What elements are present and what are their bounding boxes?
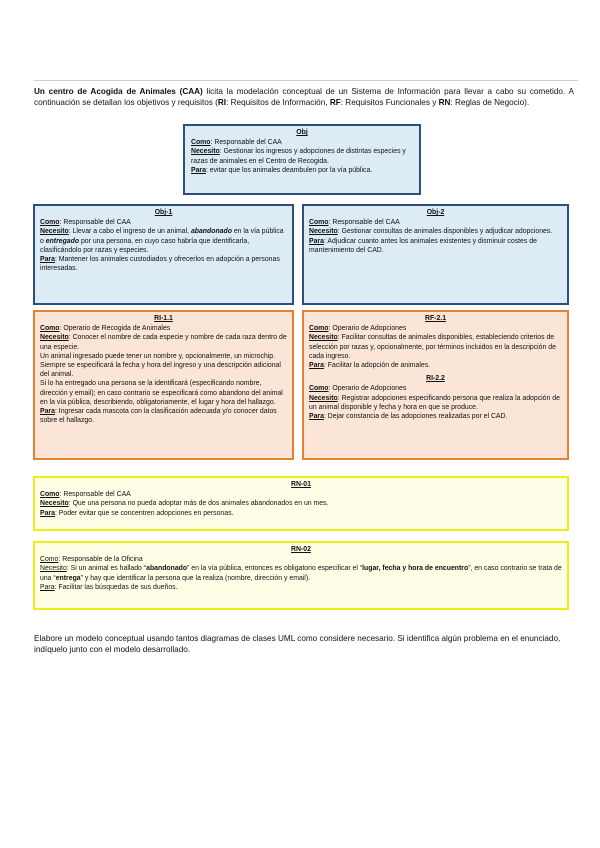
rl22-title: RI-2.2 [426,375,445,383]
obj2-box: Obj-2 Como: Responsable del CAA Necesito: Gestionar consultas de animales disponibles y adjudicar adopciones. Para: Adjudicar cuanto antes los animales existentes y disminuir costes de mantenimiento del CAD. [302,204,569,305]
rn02-title: RN-02 [291,546,311,553]
rf21-title: RF-2.1 [424,315,447,322]
obj-title: Obj [296,129,308,136]
ri11-box: RI-1.1 Como: Operario de Recogida de Animales Necesito: Conocer el nombre de cada especie y nombre de cada raza dentro de una especie. Un animal ingresado puede tener un nombre y, opcionalmente, un microchip. Siempre se especificará la fecha y hora del ingreso y una descripción adicional del animal. Si lo ha entregado una persona se la identificará (especificando nombre, dirección y email); en caso contrario se especificará como abandono del animal en la vía pública, describiendo, obligatoriamente, el lugar y hora del hallazgo. Para: Ingresar cada mascota con la clasificación adecuada y/o conocer datos sobre el hallazgo. [33,310,294,460]
ri11-title: RI-1.1 [154,315,173,322]
rn01-title: RN-01 [291,481,311,488]
rn02-box: RN-02 Como: Responsable de la Oficina Necesito: Si un animal es hallado “abandonado” en la vía pública, entonces es obligatorio especificar el “lugar, fecha y hora de encuentro”, en caso contrario se trata de una “entrega” y hay que identificar la persona que la realiza (nombre, dirección y email). Para: Facilitar las búsquedas de sus dueños. [33,541,569,610]
intro-lead: Un centro de Acogida de Animales (CAA) [34,87,203,96]
outro-paragraph: Elabore un modelo conceptual usando tantos diagramas de clases UML como considere necesario. Si identifica algún problema en el enunciado, indíquelo junto con el modelo desarrollado. [34,634,561,654]
intro-paragraph: Un centro de Acogida de Animales (CAA) licita la modelación conceptual de un Sistema de Información para llevar a cabo su cometido. A continuación se detallan los objetivos y requisitos (RI: Requisitos de Información, RF: Requisitos Funcionales y RN: Reglas de Negocio). [34,87,574,107]
obj1-title: Obj-1 [154,209,173,216]
obj2-title: Obj-2 [426,209,445,216]
rf21-rl22-box: RF-2.1 Como: Operario de Adopciones Necesito: Facilitar consultas de animales disponibles, estableciendo criterios de selección por razas y, opcionalmente, por términos incluidos en la descripción de cada ingreso. Para: Facilitar la adopción de animales. RI-2.2 Como: Operario de Adopciones Necesito: Registrar adopciones especificando persona que realiza la adopción de un animal disponible y fecha y hora en que se produce. Para: Dejar constancia de las adopciones realizadas por el CAD. [302,310,569,460]
rn01-box: RN-01 Como: Responsable del CAA Necesito: Que una persona no pueda adoptar más de dos animales abandonados en un mes. Para: Poder evitar que se concentren adopciones en personas. [33,476,569,531]
obj-box: Obj Como: Responsable del CAA Necesito: Gestionar los ingresos y adopciones de distintas especies y razas de animales en el Centro de Recogida. Para: evitar que los animales deambulen por la vía pública. [183,124,421,195]
top-divider [34,80,578,81]
obj1-box: Obj-1 Como: Responsable del CAA Necesito: Llevar a cabo el ingreso de un animal, abandonado en la vía pública o entregado por una persona, en cuyo caso habría que identificarla, clasificándolo por razas y especies. Para: Mantener los animales custodiados y ofrecerlos en adopción a personas interesadas. [33,204,294,305]
